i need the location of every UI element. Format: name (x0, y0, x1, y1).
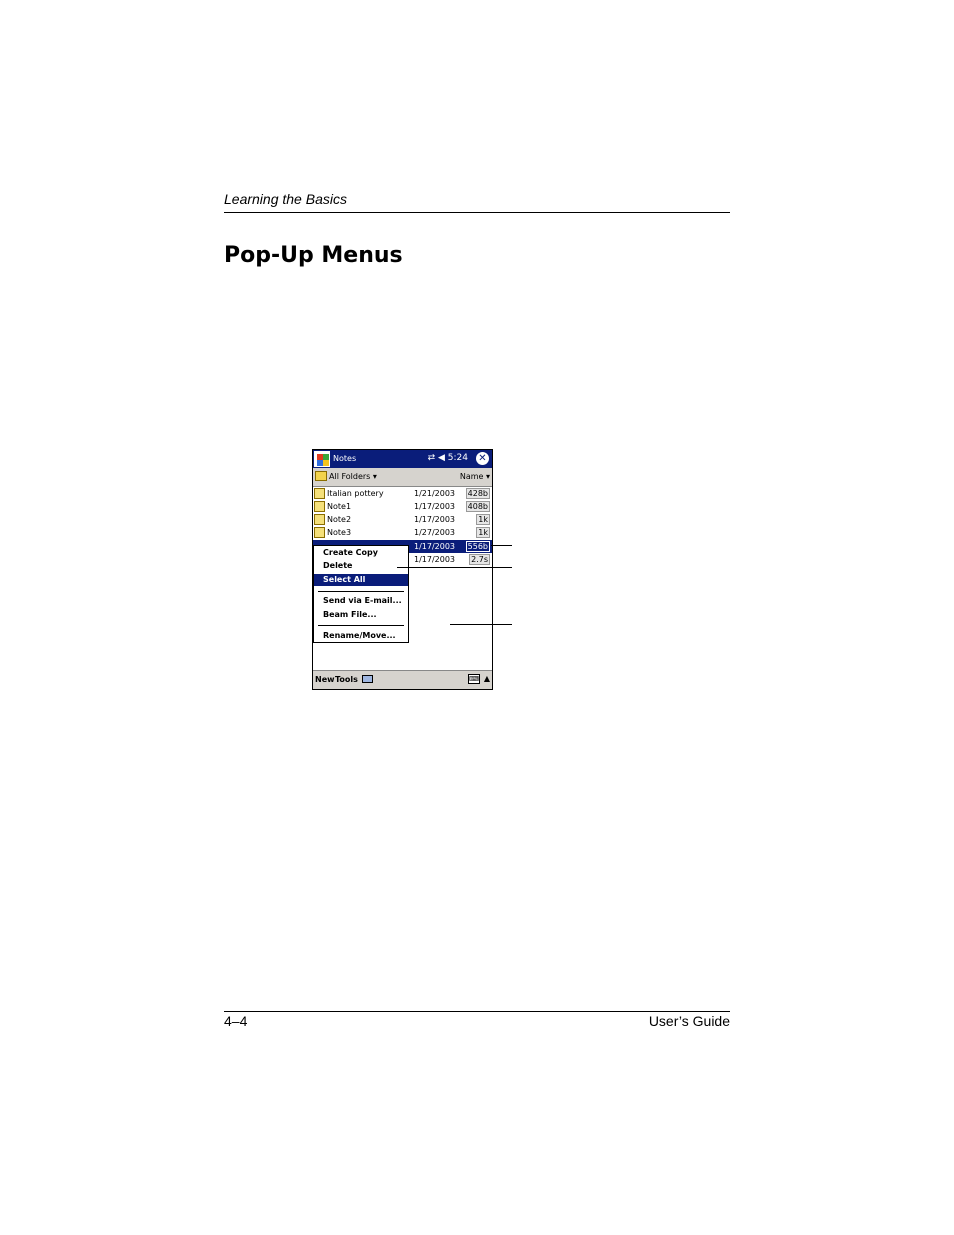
file-date: 1/27/2003 (414, 528, 456, 537)
file-row[interactable] (313, 526, 492, 539)
menu-item-rename-move[interactable]: Rename/Move... (323, 631, 396, 640)
popup-menu (313, 545, 409, 643)
title-bar (313, 450, 492, 468)
file-name: Note3 (327, 528, 352, 537)
note-icon (314, 527, 325, 538)
windows-start-icon[interactable] (314, 451, 330, 467)
footer-rule (224, 1011, 730, 1012)
menu-item-select-all[interactable]: Select All (314, 574, 408, 586)
menu-separator (318, 625, 404, 626)
file-size: 1k (478, 528, 488, 537)
file-name: Note2 (327, 515, 352, 524)
file-size: 2.7s (471, 555, 488, 564)
file-row[interactable] (313, 487, 492, 500)
note-icon (314, 514, 325, 525)
file-name: Italian pottery (327, 489, 384, 498)
menu-item-send-email[interactable]: Send via E-mail... (323, 596, 402, 605)
file-size: 428b (467, 489, 488, 498)
command-bar (313, 670, 492, 690)
folder-toolbar (313, 468, 492, 487)
tools-menu[interactable]: Tools (335, 675, 358, 684)
file-date: 1/21/2003 (414, 489, 456, 498)
callout-line (450, 624, 512, 625)
header-rule (224, 212, 730, 213)
close-button[interactable]: ✕ (476, 452, 489, 465)
app-title: Notes (333, 454, 357, 463)
file-date: 1/17/2003 (414, 542, 456, 551)
folder-icon (315, 471, 327, 481)
file-row[interactable] (313, 513, 492, 526)
callout-line (491, 545, 512, 546)
menu-item-beam-file[interactable]: Beam File... (323, 610, 377, 619)
running-head: Learning the Basics (224, 191, 347, 207)
file-date: 1/17/2003 (414, 515, 456, 524)
page-heading: Pop-Up Menus (224, 243, 403, 268)
note-icon (314, 488, 325, 499)
page-number: 4–4 (224, 1013, 248, 1029)
recording-icon[interactable] (362, 675, 373, 683)
menu-item-create-copy[interactable]: Create Copy (323, 548, 378, 557)
sip-arrow-icon[interactable]: ▲ (483, 674, 490, 683)
menu-separator (318, 591, 404, 592)
note-icon (314, 501, 325, 512)
file-size: 408b (467, 502, 488, 511)
folder-dropdown[interactable]: All Folders ▾ (329, 472, 377, 481)
file-size: 556b (467, 542, 488, 551)
callout-line (397, 567, 512, 568)
file-row[interactable] (313, 500, 492, 513)
file-name: Note1 (327, 502, 352, 511)
file-date: 1/17/2003 (414, 555, 456, 564)
status-indicators[interactable]: ⇄ ◀ 5:24 (427, 453, 468, 463)
document-title: User’s Guide (648, 1013, 730, 1029)
keyboard-icon[interactable]: ⌨ (469, 675, 480, 683)
file-date: 1/17/2003 (414, 502, 456, 511)
new-menu[interactable]: New (315, 675, 335, 684)
pocket-pc-screenshot (312, 449, 493, 690)
file-size: 1k (478, 515, 488, 524)
menu-item-delete[interactable]: Delete (323, 561, 353, 570)
sort-dropdown[interactable]: Name ▾ (459, 472, 490, 481)
